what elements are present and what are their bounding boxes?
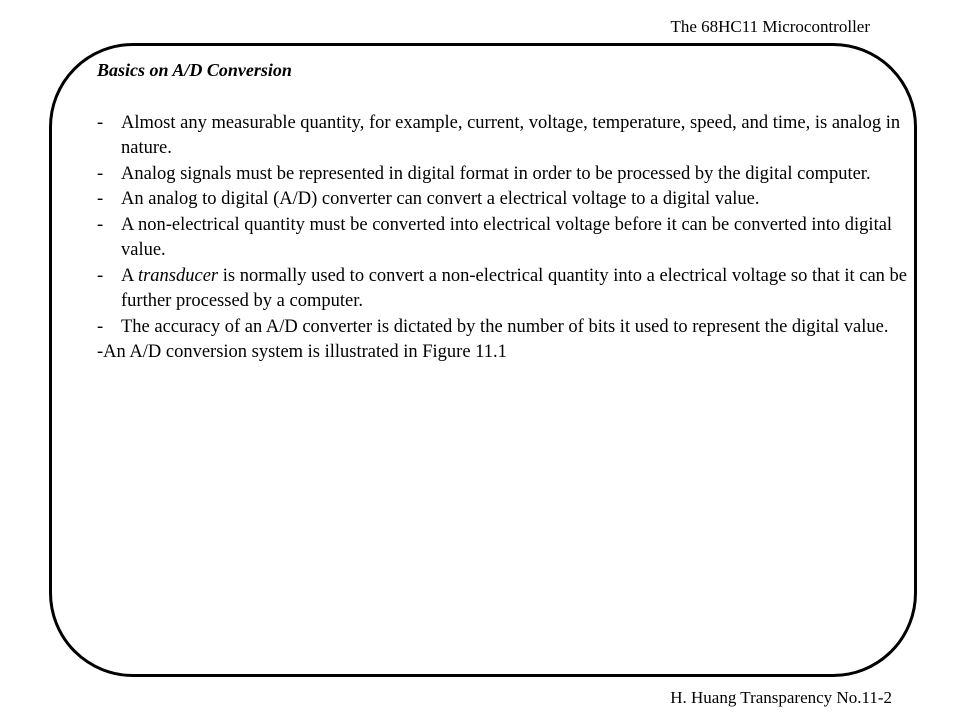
bullet-marker: - [97, 214, 104, 235]
bullet-list [97, 111, 909, 341]
running-footer: H. Huang Transparency No.11-2 [670, 688, 892, 707]
transducer-term: transducer [137, 265, 219, 286]
bullet-marker: - [97, 265, 104, 286]
bullet-text-after: is normally used to convert a non-electrical quantity into a electrical voltage so that it can be further processed by a computer. [121, 265, 908, 311]
bullet-marker: - [97, 112, 104, 133]
bullet-marker: - [97, 189, 104, 209]
bullet-item [97, 162, 909, 188]
bullet-item [97, 187, 909, 213]
figure-reference-line: -An A/D conversion system is illustrated in Figure 11.1 [97, 342, 507, 362]
bullet-text: An analog to digital (A/D) converter can convert a electrical voltage to a digital value. [121, 189, 760, 209]
bullet-text: The accuracy of an A/D converter is dictated by the number of bits it used to represent the digital value. [121, 316, 889, 337]
bullet-text-before: A [121, 265, 138, 286]
bullet-text: Analog signals must be represented in digital format in order to be processed by the digital computer. [121, 163, 871, 184]
bullet-text: A non-electrical quantity must be converted into electrical voltage before it can be converted into digital value. [121, 214, 893, 260]
bullet-item [97, 315, 909, 341]
slide-title: Basics on A/D Conversion [97, 60, 292, 80]
bullet-text: Almost any measurable quantity, for example, current, voltage, temperature, speed, and time, is analog in nature. [121, 112, 901, 158]
bullet-item [97, 111, 909, 162]
bullet-text [121, 264, 909, 315]
running-header: The 68HC11 Microcontroller [670, 17, 870, 36]
bullet-marker: - [97, 316, 104, 337]
bullet-item [97, 213, 909, 264]
bullet-marker: - [97, 163, 104, 184]
bullet-item [97, 264, 909, 315]
slide-content [97, 58, 909, 366]
